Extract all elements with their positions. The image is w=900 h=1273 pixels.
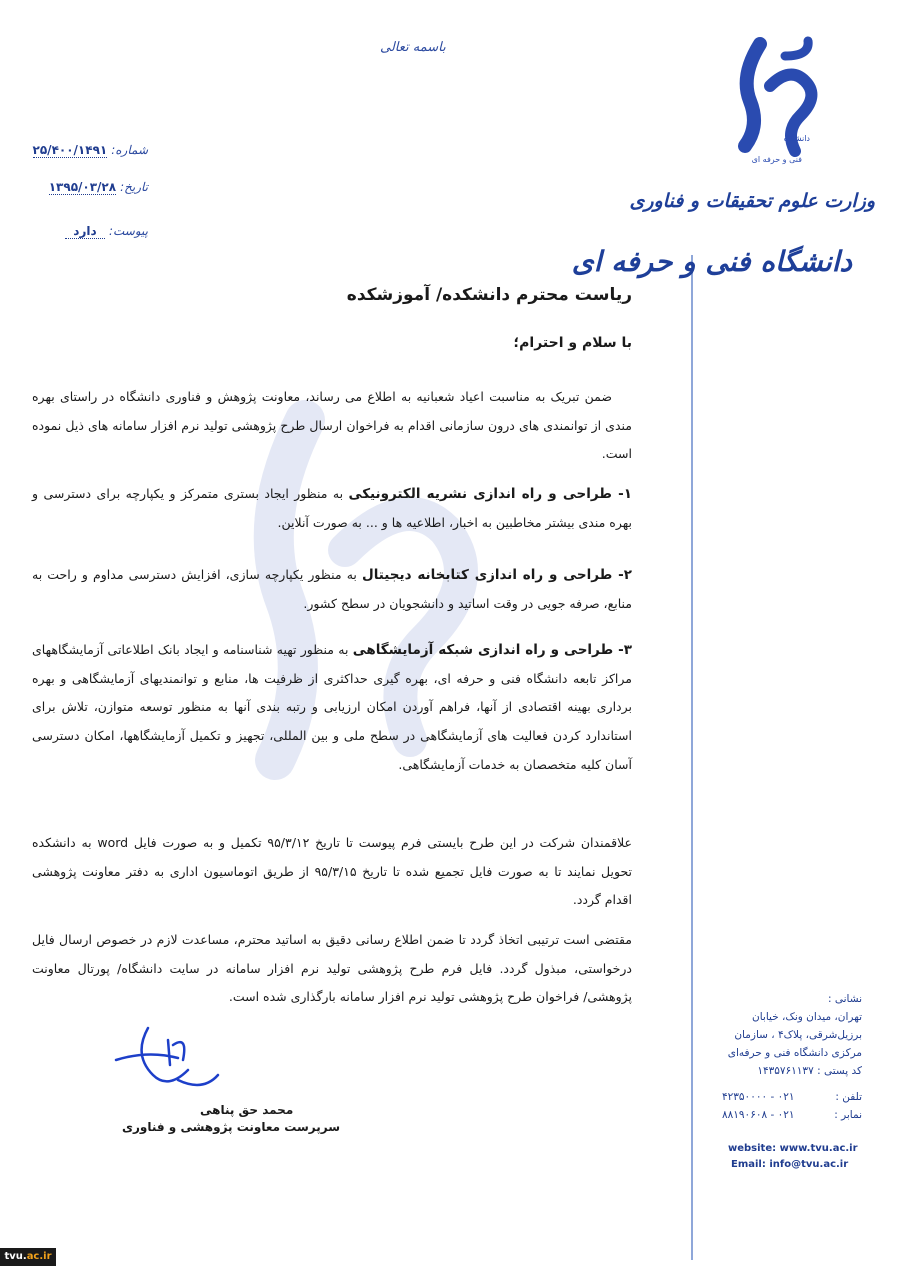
address-block — [722, 990, 862, 1124]
logo-caption-1: دانشگاه — [783, 134, 810, 143]
signer-name: محمد حق پناهی — [200, 1103, 294, 1117]
postal-code: ۱۴۳۵۷۶۱۱۳۷ — [757, 1065, 814, 1077]
phone-number: ۰۲۱ - ۴۲۳۵۰۰۰۰ — [722, 1091, 795, 1103]
signer-title: سرپرست معاونت پژوهشی و فناوری — [122, 1120, 341, 1134]
letter-number-label: شماره: — [111, 143, 148, 157]
item-1 — [32, 480, 632, 537]
letter-number-row — [28, 143, 148, 158]
date-row — [28, 180, 148, 195]
fax-label: نمابر : — [834, 1109, 862, 1121]
ministry-name: وزارت علوم تحقیقات و فناوری — [629, 190, 875, 212]
fax-row — [722, 1106, 862, 1124]
address-line-3: مرکزی دانشگاه فنی و حرفه‌ای — [727, 1047, 862, 1059]
item-2-title: ۲- طراحی و راه اندازی کتابخانه دیجیتال — [361, 567, 633, 583]
item-1-title: ۱- طراحی و راه اندازی نشریه الکترونیکی — [348, 486, 632, 502]
letter-number: ۲۵/۴۰۰/۱۴۹۱ — [32, 143, 108, 157]
bismillah: باسمه تعالی — [380, 40, 446, 55]
attachment-label: پیوست: — [108, 224, 148, 238]
badge-prefix: tvu. — [4, 1251, 27, 1262]
badge-suffix: ac.ir — [26, 1251, 52, 1262]
recipient-heading: ریاست محترم دانشکده/ آموزشکده — [346, 285, 632, 305]
item-2 — [32, 561, 632, 618]
address-label: نشانی : — [827, 993, 862, 1005]
postal-label: کد پستی : — [817, 1065, 862, 1077]
deadline-text: علاقمندان شرکت در این طرح بایستی فرم پیوست تا تاریخ ۹۵/۳/۱۲ تکمیل و به صورت فایل word به دانشکده تحویل نمایند تا به صورت فایل تجمیع شده تا تاریخ ۹۵/۳/۱۵ از طریق اتوماسیون اداری به دفتر معاونت پژوهشی اقدام گردد. — [32, 835, 632, 908]
margin-rule — [691, 255, 693, 1260]
item-2-text: به منظور یکپارچه سازی، افزایش دسترسی مداوم و راحت به منابع، صرفه جویی در وقت اساتید و دانشجویان در سطح کشور. — [32, 567, 632, 611]
letter-date: ۱۳۹۵/۰۳/۲۸ — [48, 180, 117, 194]
phone-row — [722, 1088, 862, 1106]
signature-drawing — [108, 1020, 228, 1095]
address-line-1: تهران، میدان ونک، خیابان — [752, 1011, 862, 1023]
greeting: با سلام و احترام؛ — [513, 335, 632, 351]
phone-label: تلفن : — [835, 1091, 862, 1103]
intro-paragraph — [32, 383, 632, 469]
attachment-row — [28, 224, 148, 239]
item-3-text: به منظور تهیه شناسنامه و ایجاد بانک اطلاعاتی آزمایشگاههای مراکز تابعه دانشگاه فنی و حرفه ای، بهره گیری حداکثری از ظرفیت ها، منابع و توانمندیهای آزمایشگاهی و بهره برداری بهینه اقتصادی از آنها، فراهم آوردن امکان ارزیابی و رتبه بندی آنها به منظور توسعه متوازن، تلاش برای استاندارد کردن فعالیت های آزمایشگاهی در سطح ملی و بین المللی، تجهیز و تکمیل آزمایشگاهها، امکان دسترسی آسان کلیه متخصصان به خدمات آزمایشگاهی. — [32, 642, 632, 772]
item-1-text: به منظور ایجاد بستری متمرکز و یکپارچه برای دسترسی و بهره مندی بیشتر مخاطبین به اخبار، اطلاعیه ها و ... به صورت آنلاین. — [32, 486, 632, 530]
email-link[interactable]: Email: info@tvu.ac.ir — [731, 1159, 849, 1170]
attachment-value: دارد — [65, 224, 105, 239]
closing-paragraph — [32, 926, 632, 1012]
logo-caption-2: فنی و حرفه ای — [751, 155, 802, 164]
intro-text: ضمن تبریک به مناسبت اعیاد شعبانیه به اطلاع می رساند، معاونت پژوهش و فناوری دانشگاه در راستای بهره مندی از توانمندی های درون سازمانی اقدام به فراخوان ارسال طرح پژوهشی تولید نرم افزار سامانه های ذیل نموده است. — [32, 389, 632, 462]
date-label: تاریخ: — [120, 180, 148, 194]
site-badge[interactable] — [0, 1248, 56, 1266]
postal-row — [722, 1062, 862, 1080]
fax-number: ۰۲۱ - ۸۸۱۹۰۶۰۸ — [722, 1109, 795, 1121]
address-line-2: برزیل‌شرقی، پلاک۴ ، سازمان — [734, 1029, 862, 1041]
closing-text: مقتضی است ترتیبی اتخاذ گردد تا ضمن اطلاع رسانی دقیق به اساتید محترم، مساعدت لازم در خصوص ارسال فایل درخواستی، مبذول گردد. فایل فرم طرح پژوهشی تولید نرم افزار سامانه در سایت دانشگاه/ پورتال معاونت پژوهشی/ فراخوان طرح پژوهشی تولید نرم افزار سامانه بارگذاری شده است. — [32, 932, 632, 1005]
university-name: دانشگاه فنی و حرفه ای — [571, 245, 852, 278]
deadline-paragraph — [32, 829, 632, 915]
item-3 — [32, 636, 632, 780]
item-3-title: ۳- طراحی و راه اندازی شبکه آزمایشگاهی — [352, 642, 633, 658]
university-logo — [730, 36, 840, 176]
website-link[interactable]: website: www.tvu.ac.ir — [728, 1143, 858, 1154]
